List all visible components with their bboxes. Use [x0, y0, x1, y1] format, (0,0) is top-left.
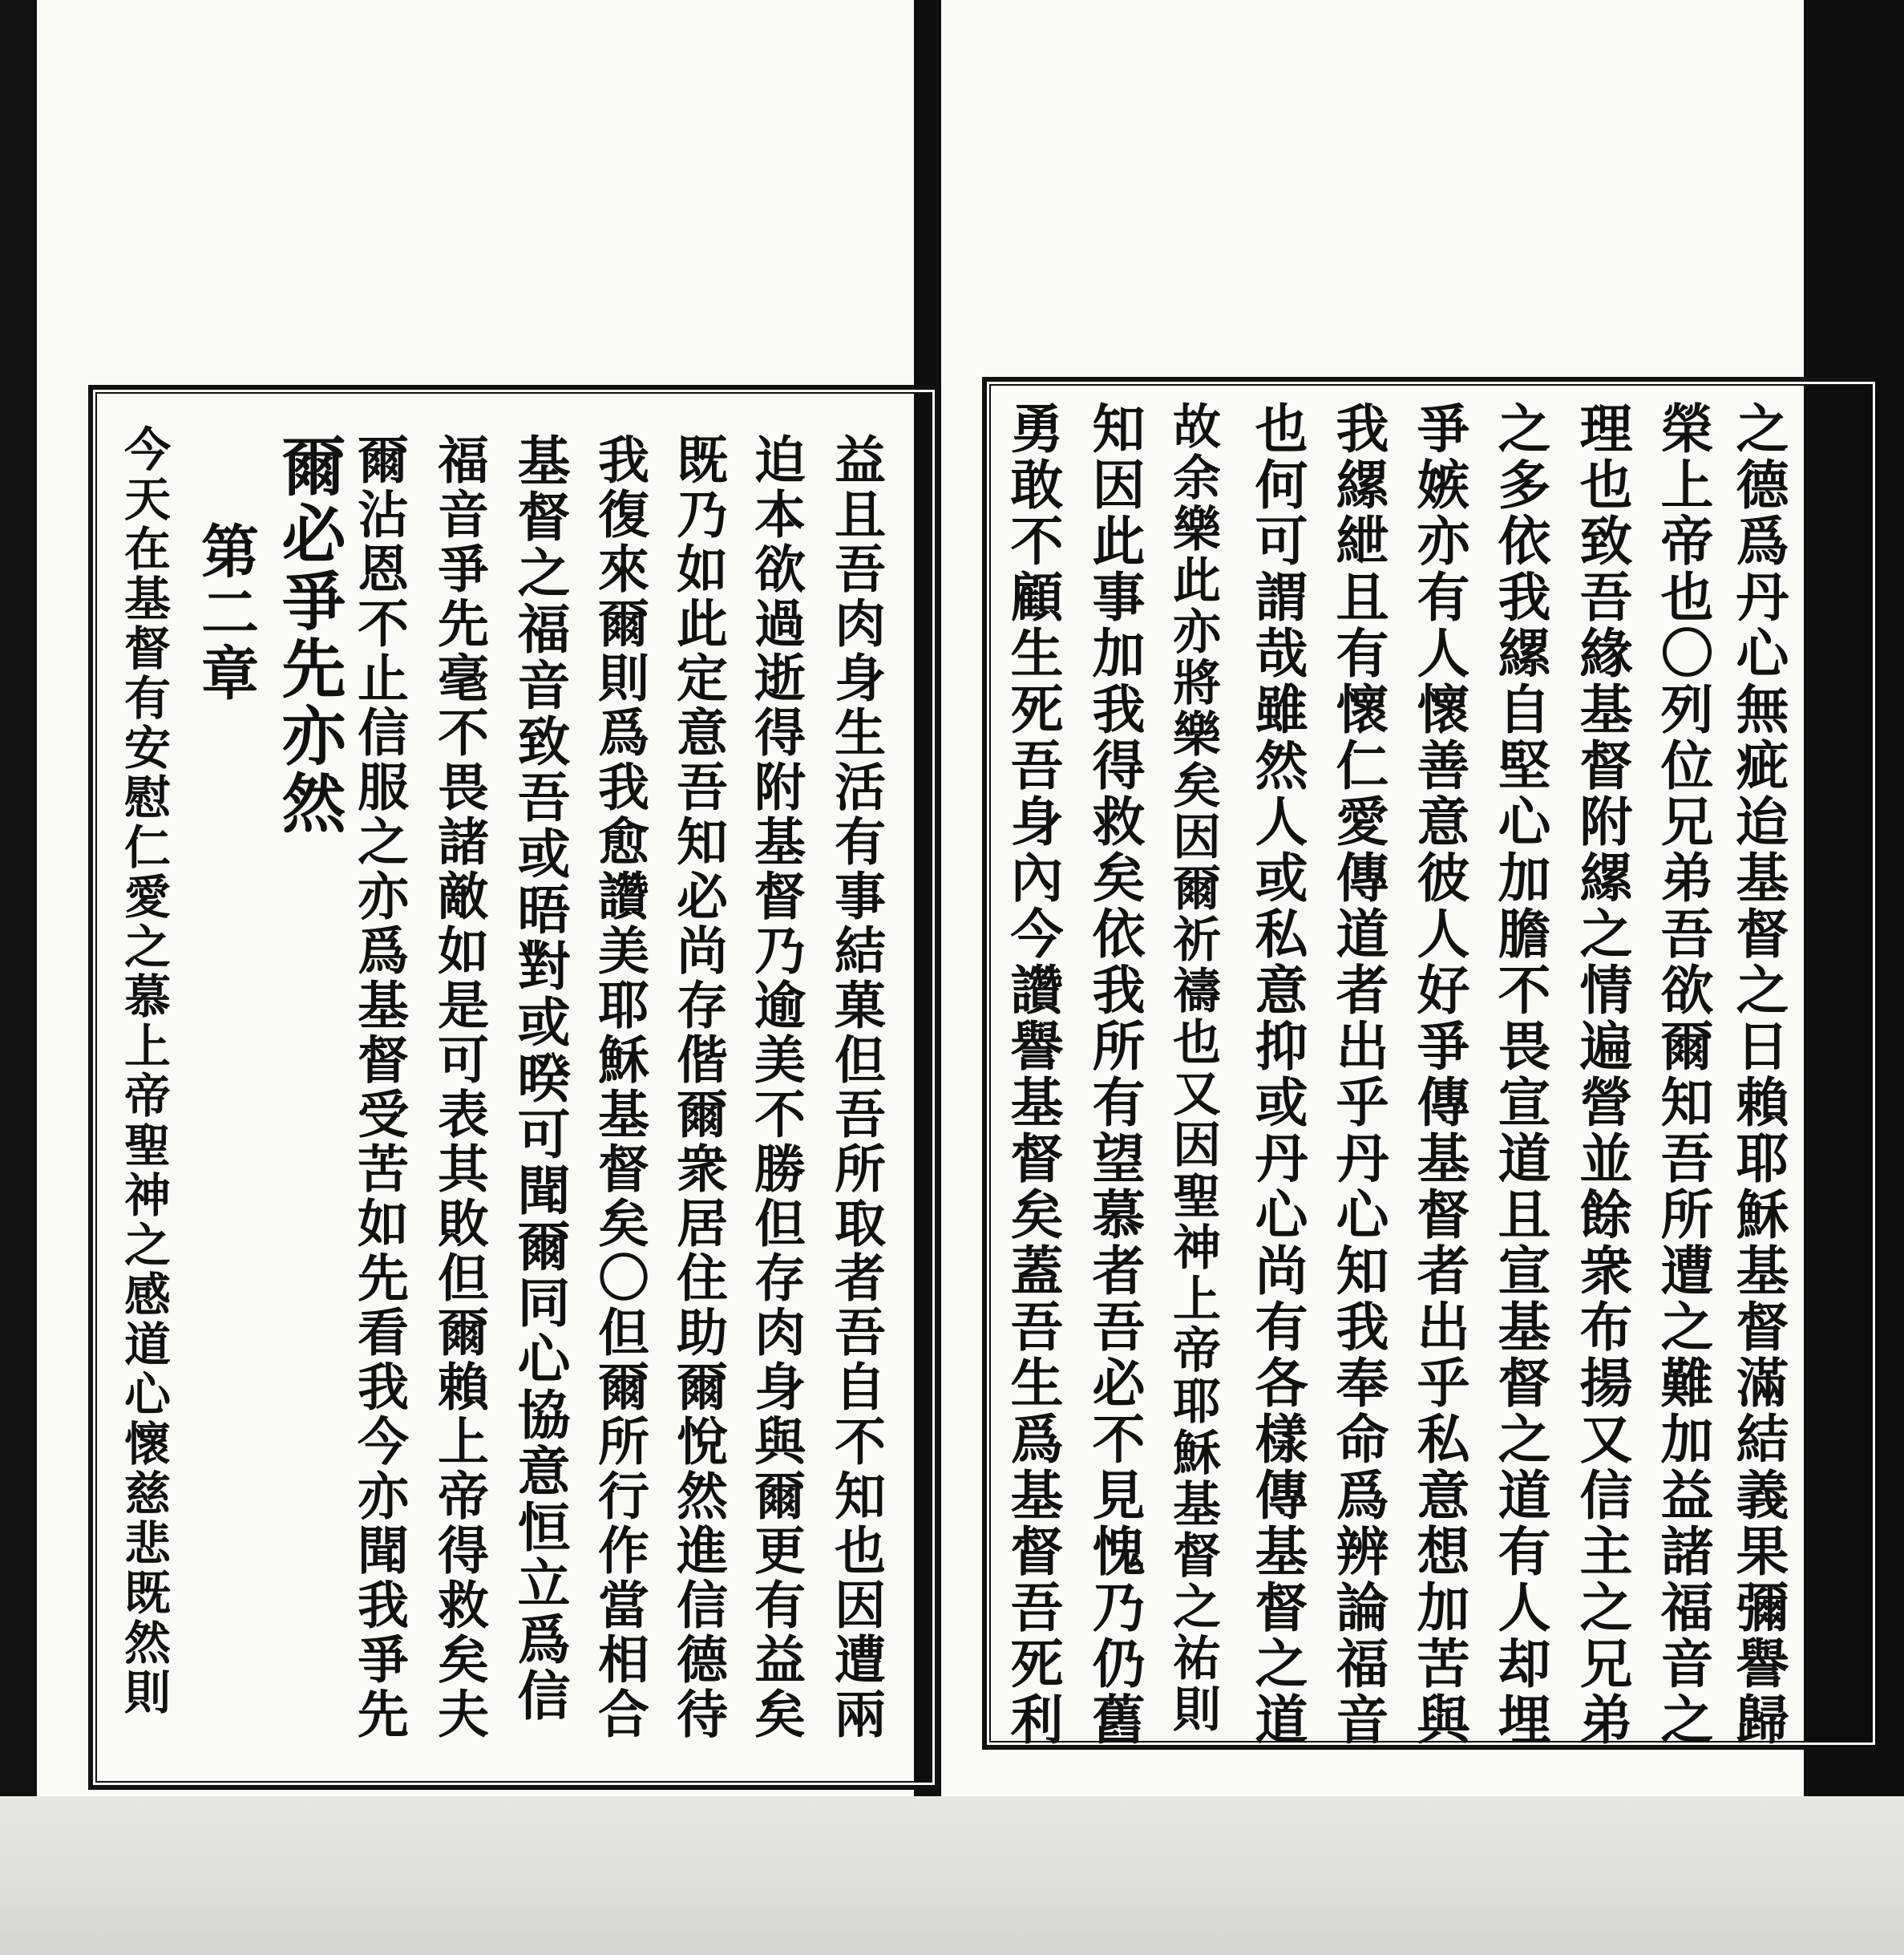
- right-column-7: 也何可謂哉雖然人或私意抑或丹心尚有各樣傳基督之道: [1246, 401, 1308, 1748]
- left-column-10: 益且吾肉身生活有事結菓但吾所取者吾自不知也因遭兩: [826, 433, 886, 1742]
- right-column-2: 榮上帝也〇列位兄弟吾欲爾知吾所遭之難加益諸福音之: [1651, 401, 1714, 1748]
- chapter-heading: 第二章: [192, 521, 260, 704]
- left-book-edge: [0, 0, 37, 1955]
- left-column-8: 既乃如此定意吾知必尚存偕爾衆居住助爾悅然進信德待: [668, 433, 728, 1742]
- left-column-4: 爾沾恩不止信服之亦爲基督受苦如先看我今亦聞我爭先: [349, 433, 409, 1742]
- left-column-7: 我復來爾則爲我愈讚美耶穌基督矣〇但爾所行作當相合: [589, 433, 649, 1742]
- left-column-9: 迫本欲過逝得附基督乃逾美不勝但存肉身與爾更有益矣: [746, 433, 806, 1742]
- right-column-5: 爭嫉亦有人懷善意彼人好爭傳基督者出乎私意想加苦與: [1408, 401, 1470, 1748]
- page-bottom-margin: [0, 1796, 1904, 1955]
- right-column-8: 故余樂此亦將樂矣因爾祈禱也又因聖神上帝耶穌基督之祐則: [1165, 401, 1221, 1735]
- right-column-10: 勇敢不顧生死吾身內今讚譽基督矣蓋吾生爲基督吾死利: [1001, 401, 1064, 1748]
- right-column-4: 之多依我縲自堅心加膽不畏宣道且宣基督之道有人却埋: [1489, 401, 1551, 1748]
- right-column-6: 我縲紲且有懷仁愛傳道者出乎丹心知我奉命爲辨論福音: [1327, 401, 1389, 1748]
- left-column-5: 福音爭先毫不畏諸敵如是可表其敗但爾賴上帝得救矣夫: [429, 433, 489, 1742]
- left-column-1: 今天在基督有安慰仁愛之慕上帝聖神之感道心懷慈悲既然則: [116, 425, 171, 1718]
- right-column-9: 知因此事加我得救矣依我所有望慕者吾必不見愧乃仍舊: [1083, 401, 1146, 1748]
- left-column-3: 爾必爭先亦然: [271, 433, 346, 837]
- left-column-6: 基督之福音致吾或晤對或暌可聞爾同心協意恒立爲信: [508, 433, 571, 1724]
- right-column-3: 理也致吾緣基督附縲之情遍營並餘衆布揚又信主之兄弟: [1570, 401, 1633, 1748]
- right-column-1: 之德爲丹心無疵迨基督之日賴耶穌基督滿結義果彌譽歸: [1727, 401, 1789, 1748]
